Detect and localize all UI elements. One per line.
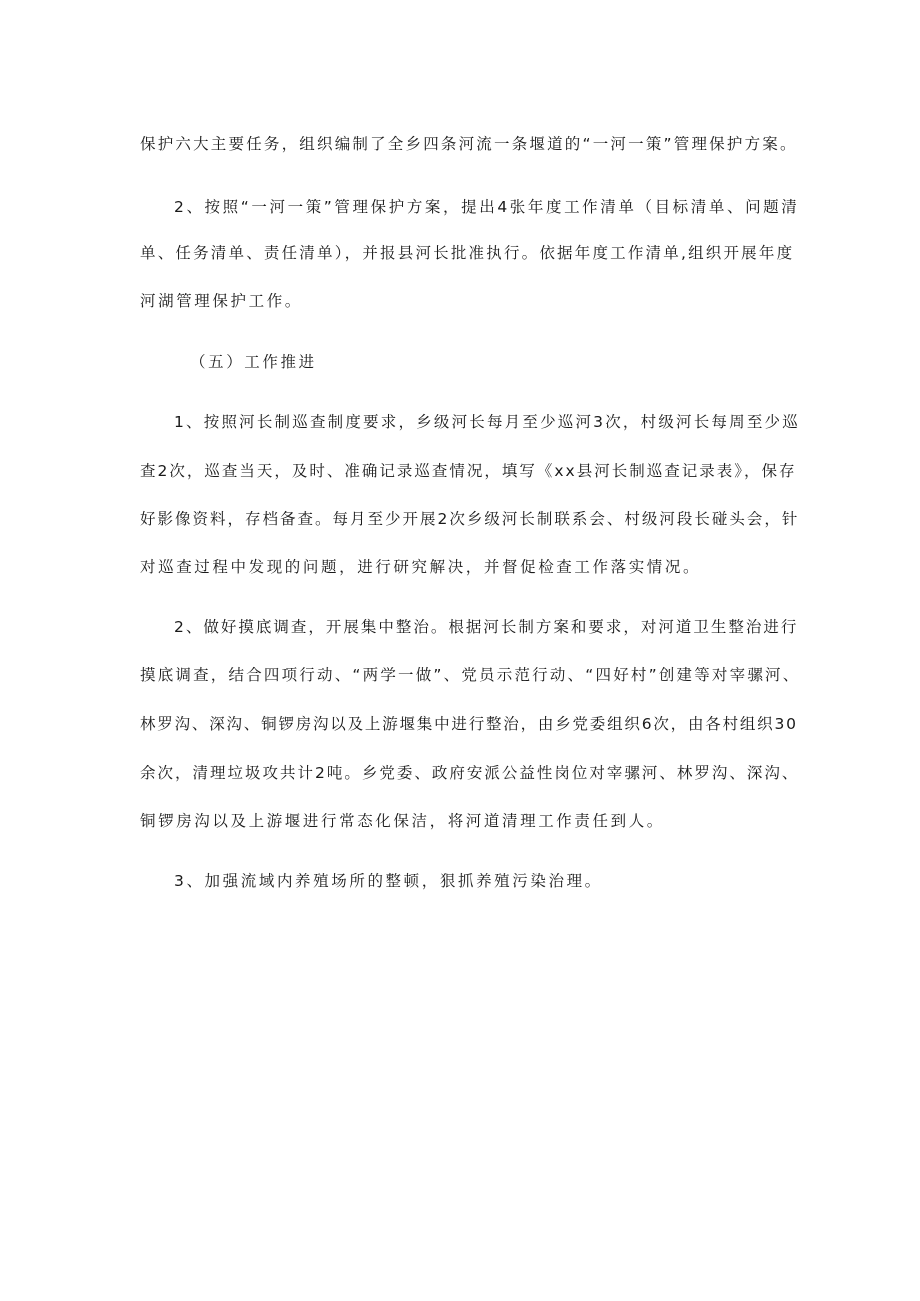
paragraph-line: 好影像资料，存档备查。每月至少开展2次乡级河长制联系会、村级河段长碰头会，针 — [140, 510, 800, 528]
paragraph-line: 余次，清理垃圾攻共计2吨。乡党委、政府安派公益性岗位对宰骡河、林罗沟、深沟、 — [140, 764, 800, 782]
paragraph-line: 保护六大主要任务，组织编制了全乡四条河流一条堰道的“一河一策”管理保护方案。 — [140, 135, 798, 153]
paragraph-line: 摸底调查，结合四项行动、“两学一做”、党员示范行动、“四好村”创建等对宰骡河、 — [140, 666, 801, 684]
paragraph-line: 1、按照河长制巡查制度要求，乡级河长每月至少巡河3次，村级河长每周至少巡 — [174, 413, 800, 431]
paragraph-line: 对巡查过程中发现的问题，进行研究解决，并督促检查工作落实情况。 — [140, 558, 702, 576]
paragraph-line: 查2次，巡查当天，及时、准确记录巡查情况，填写《xx县河长制巡查记录表》，保存 — [140, 462, 797, 480]
paragraph-line: 铜锣房沟以及上游堰进行常态化保洁，将河道清理工作责任到人。 — [140, 812, 665, 830]
paragraph-line: 河湖管理保护工作。 — [140, 292, 303, 310]
paragraph-line: 2、做好摸底调查，开展集中整治。根据河长制方案和要求，对河道卫生整治进行 — [174, 618, 799, 636]
paragraph-line: 林罗沟、深沟、铜锣房沟以及上游堰集中进行整治，由乡党委组织6次，由各村组织30 — [140, 715, 798, 733]
paragraph-line: 2、按照“一河一策”管理保护方案，提出4张年度工作清单（目标清单、问题清 — [174, 198, 800, 216]
paragraph-line: 单、任务清单、责任清单），并报县河长批准执行。依据年度工作清单,组织开展年度 — [140, 244, 795, 262]
section-heading: （五）工作推进 — [190, 353, 317, 371]
paragraph-line: 3、加强流域内养殖场所的整顿，狠抓养殖污染治理。 — [174, 872, 603, 890]
